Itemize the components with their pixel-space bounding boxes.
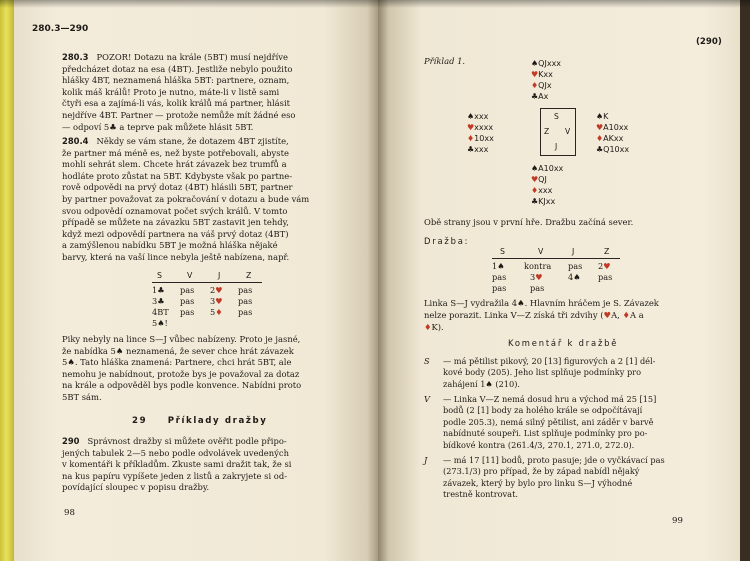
page-number-right: 99 [672, 516, 683, 526]
bid-header: Z [246, 271, 252, 280]
para-line: Piky nebyly na lince S—J vůbec nabízeny. Proto je jasné, [62, 334, 301, 344]
para-line [62, 436, 352, 448]
hand-line: ♥QJ [531, 175, 547, 184]
para-number: 290 [62, 436, 80, 446]
commentary-line: — má pětilist pikový, 20 [13] figurových a 2 [1] dél- [443, 356, 656, 366]
bid-cell: pas [492, 272, 507, 282]
para-line: když mezi odpovědí partnera na váš prvý dotaz (4BT) [62, 228, 289, 239]
commentary-line: podle 205.3), nemá silný pětilist, ani záděr v barvě [443, 416, 654, 427]
bidding-header-row [492, 246, 622, 257]
commentary-lead: S [424, 356, 430, 366]
commentary-lead: J [424, 455, 428, 465]
bid-header: S [157, 271, 162, 280]
commentary-line: (273.1/3) pro případ, že by západ nabídl nějaký [443, 466, 640, 477]
para-line: povídající sloupec v popisu dražby. [62, 482, 210, 493]
para-line: že partner má méně es, než byste potřebovali, abyste [62, 147, 289, 158]
para-text: Někdy se vám stane, že dotazem 4BT zjistíte, [96, 136, 289, 146]
hand-line: ♦AKxx [596, 134, 624, 143]
page-edge-right [740, 0, 750, 561]
bidding-label: Dražba: [424, 236, 470, 246]
section-title: Příklady dražby [167, 416, 268, 426]
commentary-body [443, 394, 707, 451]
bid-cell: pas [568, 261, 583, 271]
hand-line: ♠xxx [467, 112, 489, 121]
para-line: v komentáři k příkladům. Zkuste sami dražit tak, že si [62, 459, 292, 470]
bid-cell: 1♠ [492, 261, 505, 271]
left-running-header: 280.3—290 [32, 24, 89, 34]
para-text: Správnost dražby si můžete ověřit podle připo- [87, 436, 287, 446]
bid-cell: 2♥ [210, 285, 223, 295]
bid-cell: pas [492, 283, 507, 293]
page-number-left: 98 [64, 508, 75, 518]
commentary-line: trestně kontrovat. [443, 489, 518, 500]
deal-intro: Obě strany jsou v první hře. Dražbu začíná sever. [424, 217, 634, 227]
hand-west [467, 111, 494, 155]
hand-line: ♠K [596, 112, 609, 121]
para-line: 5♠. Tato hláška znamená: Partnere, chci hrát 5BT, ale [62, 357, 292, 368]
compass-east: V [565, 127, 571, 136]
bid-cell: 5♠! [152, 318, 168, 328]
hand-line: ♣KJxx [531, 197, 556, 206]
section-heading [132, 416, 267, 426]
para-line: svou odpovědí oznamovat počet svých králů. V tomto [62, 205, 288, 216]
para-line: čtyři esa a zajímá-li vás, kolik králů má partner, hlásit [62, 98, 291, 109]
bidding-rule [492, 258, 620, 259]
bid-cell: 3♥ [530, 272, 543, 282]
bid-header: J [572, 247, 575, 256]
hand-line: ♦10xx [467, 134, 494, 143]
commentary-line: nabídnuté soupeři. List splňuje podmínky pro po- [443, 428, 648, 439]
commentary-line: závazek, který by bylo pro linku S—J výhodné [443, 477, 633, 488]
hand-south [531, 163, 563, 207]
compass-west: Z [544, 127, 550, 136]
commentary-line: — Linka V—Z nemá dosud hru a východ má 25 [15] [443, 394, 657, 404]
result-line: nelze porazit. Linka V—Z získá tři zdvihy (♥A, ♦A a [424, 310, 644, 320]
hand-east [596, 111, 629, 155]
bid-header: V [187, 271, 193, 280]
table-compass [540, 108, 576, 156]
para-line: mohli sehrát slem. Chcete hrát závazek bez trumfů a [62, 159, 287, 170]
bid-cell: 4♠ [568, 272, 581, 282]
bid-cell: 2♥ [598, 261, 611, 271]
hand-line: ♣xxx [467, 145, 489, 154]
para-line: na krále a odpověděl bys podle konvence. Nabídni proto [62, 380, 302, 391]
bid-cell: pas [180, 285, 195, 295]
commentary-line: — má 17 [11] bodů, proto pasuje; jde o vyčkávací pas [443, 455, 665, 465]
para-line: a zamýšlenou nabídku 5BT je možná hláška nějaké [62, 240, 278, 251]
compass-north: S [554, 112, 559, 121]
para-line: 5BT sám. [62, 391, 102, 402]
hand-line: ♠QJxxx [531, 59, 562, 68]
para-line: hodláte proto zůstat na 5BT. Kdybyste však po partne- [62, 170, 293, 181]
hand-line: ♥A10xx [596, 123, 629, 132]
paragraph-280-3 [62, 52, 352, 133]
para-line: kolik máš králů! Proto je nutno, máte-li v listě sami [62, 86, 280, 97]
commentary-title: Komentář k dražbě [508, 338, 619, 348]
para-line: — odpoví 5♣ a teprve pak můžete hlásit 5BT. [62, 121, 254, 132]
para-line: případě se můžete na závazku 5BT zastavit jen tehdy, [62, 217, 289, 228]
para-number: 280.4 [62, 136, 89, 146]
commentary-line: bodů (2 [1] body za holého krále se odpočítávají [443, 405, 643, 416]
paragraph-280-4 [62, 136, 352, 264]
example-label: Příklad 1. [424, 56, 466, 66]
bid-cell: 3♣ [152, 296, 165, 306]
bid-cell: pas [238, 307, 253, 317]
compass-south: J [555, 142, 558, 151]
para-line: nemohu je nabídnout, protože bys je považoval za dotaz [62, 368, 300, 379]
hand-line: ♥xxxx [467, 123, 494, 132]
commentary-lead: V [424, 394, 430, 404]
right-running-header: (290) [696, 37, 722, 47]
bidding-row [152, 296, 270, 307]
bid-cell: pas [238, 296, 253, 306]
bid-cell: pas [598, 272, 613, 282]
bidding-row [492, 283, 622, 294]
bid-cell: kontra [524, 261, 552, 271]
bidding-table-left [152, 270, 270, 329]
bid-cell: 4BT [152, 307, 169, 317]
result-line: Linka S—J vydražila 4♠. Hlavním hráčem je S. Závazek [424, 298, 659, 308]
hand-north [531, 58, 561, 102]
para-line: rově odpovědi na prvý dotaz (4BT) hlásili 5BT, partner [62, 182, 293, 193]
section-number: 29 [132, 416, 148, 426]
bid-cell: pas [530, 283, 545, 293]
hand-line: ♠A10xx [531, 164, 564, 173]
bid-cell: pas [180, 296, 195, 306]
commentary-line: kové body (205). Jeho list splňuje podmínky pro [443, 367, 642, 378]
bidding-row [492, 261, 622, 272]
bidding-header-row [152, 270, 270, 281]
hand-line: ♣Ax [531, 92, 549, 101]
para-number: 280.3 [62, 52, 89, 62]
paragraph-290 [62, 436, 352, 494]
bidding-rule [152, 282, 262, 283]
bid-header: Z [604, 247, 610, 256]
hand-line: ♦QJx [531, 81, 552, 90]
bidding-row [152, 318, 270, 329]
bid-cell: 5♦ [210, 307, 223, 317]
bidding-row [152, 307, 270, 318]
bid-cell: pas [180, 307, 195, 317]
bid-cell: 1♣ [152, 285, 165, 295]
commentary-line: bídkové kontra (261.4/3, 270.1, 271.0, 272.0). [443, 439, 635, 450]
bid-cell: pas [238, 285, 253, 295]
para-line: předcházet dotaz na esa (4BT). Jestliže nebylo použito [62, 63, 293, 74]
commentary-line: zahájení 1♠ (210). [443, 378, 520, 389]
bidding-row [152, 285, 270, 296]
para-line: by partner považovat za pokračování v dotazu a bude vám [62, 193, 310, 204]
top-shadow [0, 0, 750, 8]
hand-line: ♣Q10xx [596, 145, 630, 154]
para-line: barvy, která na vaší lince nebyla ještě nabízena, např. [62, 251, 290, 262]
commentary-body [443, 356, 707, 390]
para-line: na kus papíru vypíšete jeden z listů a zakryjete si od- [62, 470, 288, 481]
para-line: hlášky 4BT, neznamená hláška 5BT: partnere, oznam, [62, 75, 290, 86]
commentary-body [443, 455, 707, 501]
para-line: jených tabulek 2—5 nebo podle odvolávek uvedených [62, 447, 289, 458]
hand-line: ♥Kxx [531, 70, 553, 79]
bid-header: S [500, 247, 505, 256]
bid-header: V [538, 247, 544, 256]
paragraph-after-bidding [62, 334, 352, 404]
bidding-row [492, 272, 622, 283]
para-line [62, 136, 352, 148]
para-line: nejdříve 4BT. Partner — protože nemůže mít žádné eso [62, 109, 296, 120]
hand-line: ♦xxx [531, 186, 553, 195]
bid-header: J [218, 271, 221, 280]
para-line: že nabídka 5♠ neznamená, že sever chce hrát závazek [62, 345, 294, 356]
para-line [62, 52, 352, 64]
para-text: POZOR! Dotazu na krále (5BT) musí nejdříve [96, 52, 288, 62]
result-line: ♦K). [424, 322, 444, 332]
bid-cell: 3♥ [210, 296, 223, 306]
bidding-table-right [492, 246, 622, 294]
